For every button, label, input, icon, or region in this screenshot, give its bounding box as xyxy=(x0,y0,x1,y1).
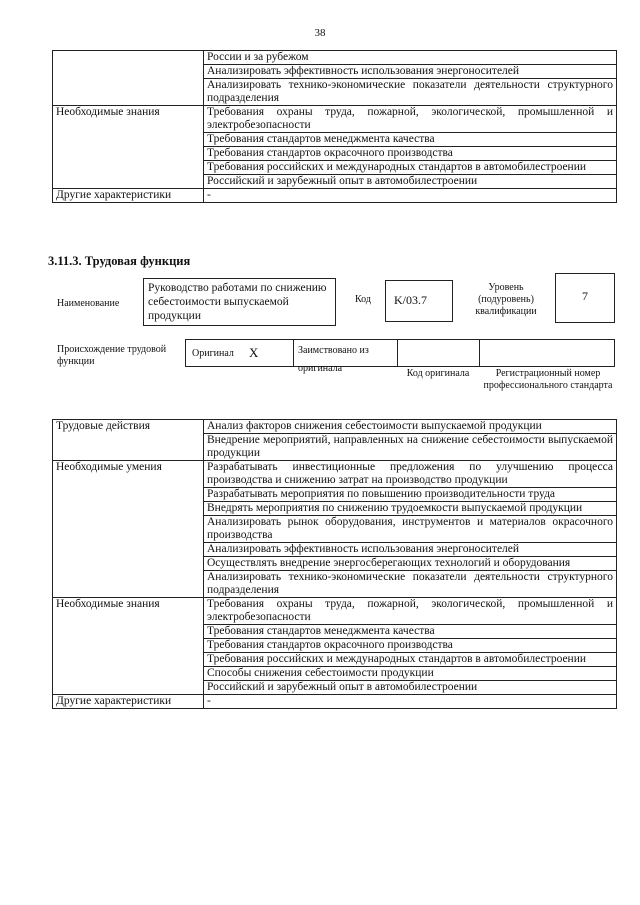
reg-caption: Регистрационный номер профессионального стандарта xyxy=(483,368,613,391)
table-row xyxy=(53,106,617,133)
row-item: Способы снижения себестоимости продукции xyxy=(204,667,617,681)
row-label xyxy=(53,51,204,106)
table-row xyxy=(53,598,617,625)
origin-label: Происхождение трудовой функции xyxy=(57,344,167,367)
row-item: Требования стандартов окрасочного производства xyxy=(204,639,617,653)
main-table xyxy=(52,419,617,709)
code-caption: Код оригинала xyxy=(406,368,470,379)
row-item: Требования охраны труда, пожарной, экологической, промышленной и электробезопасности xyxy=(204,598,617,625)
row-item: Разрабатывать мероприятия по повышению производительности труда xyxy=(204,488,617,502)
original-mark: X xyxy=(249,345,259,360)
row-item: Внедрение мероприятий, направленных на снижение себестоимости выпускаемой продукции xyxy=(204,434,617,461)
row-label: Необходимые знания xyxy=(53,598,204,695)
row-item: Осуществлять внедрение энергосберегающих технологий и оборудования xyxy=(204,557,617,571)
row-item: Требования стандартов менеджмента качества xyxy=(204,625,617,639)
row-label: Необходимые знания xyxy=(53,106,204,189)
name-label: Наименование xyxy=(57,298,120,309)
table-row xyxy=(53,461,617,488)
table-row xyxy=(53,420,617,434)
row-item: Требования стандартов менеджмента качества xyxy=(204,133,617,147)
row-item: Разрабатывать инвестиционные предложения по улучшению процесса производства и снижению затрат на производство продукции xyxy=(204,461,617,488)
original-label: Оригинал xyxy=(192,348,234,359)
borrowed-label: Заимствовано из оригинала xyxy=(298,345,369,374)
row-label: Трудовые действия xyxy=(53,420,204,461)
row-item: Требования охраны труда, пожарной, экологической, промышленной и электробезопасности xyxy=(204,106,617,133)
page-number: 38 xyxy=(314,27,326,39)
level-label: Уровень (подуровень) квалификации xyxy=(475,282,537,317)
origin-borrowed-box xyxy=(293,339,398,374)
name-value: Руководство работами по снижению себестоимости выпускаемой продукции xyxy=(148,282,327,322)
code-value-box xyxy=(385,280,453,322)
top-table xyxy=(52,50,617,203)
table-row xyxy=(53,51,617,65)
row-item: Требования российских и международных стандартов в автомобилестроении xyxy=(204,161,617,175)
row-item: Анализировать эффективность использования энергоносителей xyxy=(204,65,617,79)
row-item: Российский и зарубежный опыт в автомобилестроении xyxy=(204,681,617,695)
origin-code-box xyxy=(397,339,480,367)
section-heading: 3.11.3. Трудовая функция xyxy=(48,254,191,268)
row-item: Требования российских и международных стандартов в автомобилестроении xyxy=(204,653,617,667)
row-item: Российский и зарубежный опыт в автомобилестроении xyxy=(204,175,617,189)
origin-reg-box xyxy=(479,339,615,367)
table-row xyxy=(53,695,617,709)
row-label: Другие характеристики xyxy=(53,695,204,709)
row-item: Анализировать технико-экономические показатели деятельности структурного подразделения xyxy=(204,79,617,106)
level-value-box xyxy=(555,273,615,323)
row-item: - xyxy=(204,695,617,709)
row-item: Внедрять мероприятия по снижению трудоемкости выпускаемой продукции xyxy=(204,502,617,516)
row-item: Анализировать технико-экономические показатели деятельности структурного подразделения xyxy=(204,571,617,598)
row-item: Требования стандартов окрасочного производства xyxy=(204,147,617,161)
row-item: России и за рубежом xyxy=(204,51,617,65)
code-label: Код xyxy=(355,294,371,305)
code-value: K/03.7 xyxy=(394,293,427,307)
row-label: Другие характеристики xyxy=(53,189,204,203)
name-value-box xyxy=(143,278,336,326)
row-item: - xyxy=(204,189,617,203)
row-item: Анализировать эффективность использования энергоносителей xyxy=(204,543,617,557)
table-row xyxy=(53,189,617,203)
origin-original-box xyxy=(185,339,294,367)
row-label: Необходимые умения xyxy=(53,461,204,598)
row-item: Анализировать рынок оборудования, инструментов и материалов окрасочного производства xyxy=(204,516,617,543)
level-value: 7 xyxy=(582,289,588,303)
row-item: Анализ факторов снижения себестоимости выпускаемой продукции xyxy=(204,420,617,434)
